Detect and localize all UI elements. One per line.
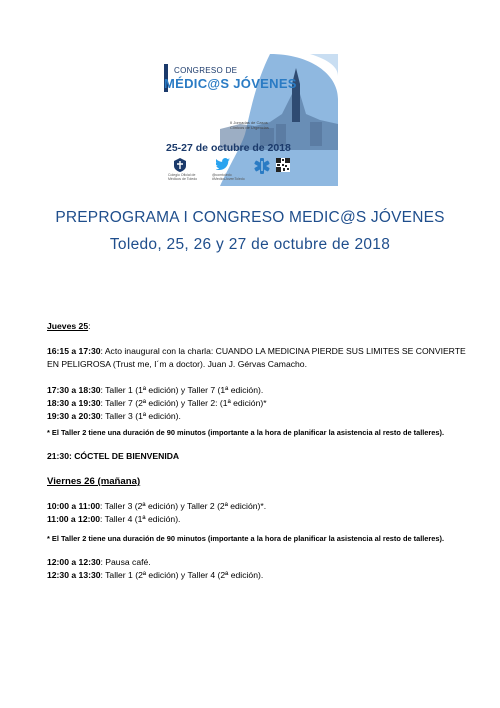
program-subtitle: Toledo, 25, 26 y 27 de octubre de 2018	[109, 236, 391, 253]
banner-date: 25-27 de octubre de 2018	[166, 142, 291, 154]
day2-item-2	[47, 513, 467, 526]
banner-title: MÉDIC@S JÓVENES	[164, 76, 297, 91]
medical-college-logo-icon	[174, 158, 186, 172]
banner-subtitle-b: Clínicos de Urgencias	[230, 125, 269, 130]
program-content	[47, 320, 467, 582]
day2-item-4	[47, 569, 467, 582]
item-text: : Pausa café.	[100, 557, 151, 567]
banner-subtitle-a: II Jornadas de Casos	[230, 120, 268, 125]
item-time: 12:00 a 12:30	[47, 557, 101, 567]
twitter-icon	[216, 158, 230, 170]
day1-heading	[47, 320, 467, 333]
item-text: : Taller 3 (2ª edición) y Taller 2 (2ª edición)*.	[100, 501, 267, 511]
day2-item-3	[47, 556, 467, 569]
day1-item-4	[47, 410, 467, 423]
banner-subtitle	[230, 120, 269, 130]
star-of-life-icon	[254, 158, 270, 174]
day1-item-2	[47, 384, 467, 397]
item-time: 10:00 a 11:00	[47, 501, 101, 511]
item-time: 16:15 a 17:30	[47, 346, 101, 356]
day1-note: * El Taller 2 tiene una duración de 90 minutos (importante a la hora de planificar la asistencia al resto de talleres).	[47, 428, 445, 437]
item-time: 12:30 a 13:30	[47, 570, 101, 580]
day2-label: Viernes 26 (mañana)	[47, 476, 141, 487]
day2-heading	[47, 475, 467, 488]
item-text: : Taller 4 (1ª edición).	[100, 514, 181, 524]
congress-banner	[160, 54, 338, 186]
item-text: : Taller 1 (2ª edición) y Taller 4 (2ª edición).	[100, 570, 264, 580]
day2-item-1	[47, 500, 467, 513]
item-text: : Taller 7 (2ª edición) y Taller 2: (1ª edición)*	[100, 398, 267, 408]
twitter-handles	[212, 173, 245, 181]
twitter-handle-b: #MedicsJovenToledo	[212, 177, 245, 181]
day1-item-3	[47, 397, 467, 410]
org-line-a: Colegio Oficial de	[168, 173, 196, 177]
day1-colon: :	[88, 321, 91, 331]
medical-college-name	[168, 173, 197, 181]
org-line-b: Médicos de Toledo	[168, 177, 198, 181]
welcome-cocktail: 21:30: CÓCTEL DE BIENVENIDA	[47, 451, 180, 461]
twitter-handle-a: @comtoledo	[212, 173, 232, 177]
item-time: 18:30 a 19:30	[47, 398, 101, 408]
item-time: 11:00 a 12:00	[47, 514, 101, 524]
day2-note: * El Taller 2 tiene una duración de 90 minutos (importante a la hora de planificar la asistencia al resto de talleres).	[47, 534, 445, 543]
qr-code-icon	[276, 158, 290, 172]
item-text: : Acto inaugural con la charla: CUANDO LA MEDICINA PIERDE SUS LIMITES SE CONVIERTE EN PELIGROSA (Trust me, I´m a doctor). Juan J. Gérvas Camacho.	[47, 346, 466, 369]
program-title: PREPROGRAMA I CONGRESO MEDIC@S JÓVENES	[55, 209, 445, 226]
item-time: 17:30 a 18:30	[47, 385, 101, 395]
item-time: 19:30 a 20:30	[47, 411, 101, 421]
item-text: : Taller 1 (1ª edición) y Taller 7 (1ª edición).	[100, 385, 264, 395]
banner-line1: CONGRESO DE	[174, 66, 238, 75]
day1-label: Jueves 25	[47, 321, 89, 331]
item-text: : Taller 3 (1ª edición).	[100, 411, 181, 421]
day1-item-1	[47, 345, 467, 371]
